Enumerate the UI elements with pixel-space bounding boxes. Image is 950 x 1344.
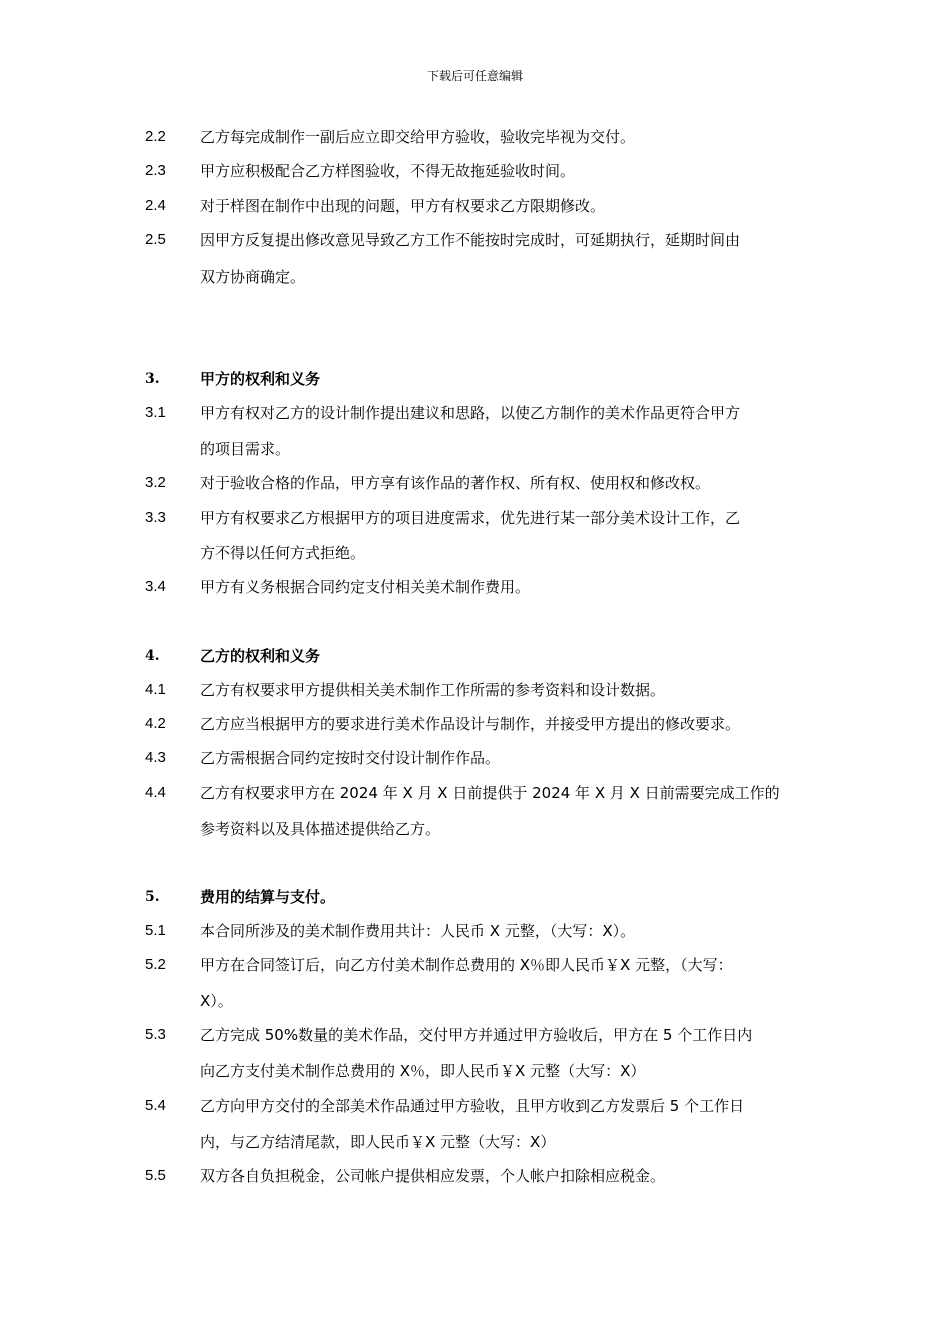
clause-text-5-5: 双方各自负担税金，公司帐户提供相应发票，个人帐户扣除相应税金。 (200, 1167, 666, 1185)
section-number-4: 4. (145, 648, 160, 664)
clause-number-5-1: 5.1 (145, 922, 166, 939)
section-number-5: 5. (145, 889, 160, 905)
clause-text-3-2: 对于验收合格的作品，甲方享有该作品的著作权、所有权、使用权和修改权。 (200, 474, 711, 492)
clause-text-3-1-line1: 甲方有权对乙方的设计制作提出建议和思路，以使乙方制作的美术作品更符合甲方 (200, 404, 741, 422)
clause-number-4-3: 4.3 (145, 749, 166, 766)
clause-text-2-5-line2: 双方协商确定。 (200, 268, 306, 286)
clause-text-5-2-line2: X）。 (200, 992, 233, 1010)
clause-number-4-1: 4.1 (145, 681, 166, 698)
clause-text-2-3: 甲方应积极配合乙方样图验收，不得无故拖延验收时间。 (200, 162, 576, 180)
clause-text-5-1: 本合同所涉及的美术制作费用共计：人民币 X 元整，（大写：X）。 (200, 922, 636, 940)
clause-number-4-4: 4.4 (145, 784, 166, 801)
clause-number-5-3: 5.3 (145, 1026, 166, 1043)
clause-text-4-1: 乙方有权要求甲方提供相关美术制作工作所需的参考资料和设计数据。 (200, 681, 666, 699)
clause-text-3-3-line2: 方不得以任何方式拒绝。 (200, 544, 366, 562)
clause-number-5-2: 5.2 (145, 956, 166, 973)
clause-text-3-1-line2: 的项目需求。 (200, 440, 291, 458)
clause-number-2-2: 2.2 (145, 128, 166, 145)
page-header: 下载后可任意编辑 (426, 69, 523, 83)
clause-text-4-4-line2: 参考资料以及具体描述提供给乙方。 (200, 820, 441, 838)
clause-number-2-5: 2.5 (145, 231, 166, 248)
clause-text-2-4: 对于样图在制作中出现的问题，甲方有权要求乙方限期修改。 (200, 197, 606, 215)
clause-text-4-4-line1: 乙方有权要求甲方在 2024 年 X 月 X 日前提供于 2024 年 X 月 X 日前需要完成工作的 (200, 784, 780, 802)
clause-number-4-2: 4.2 (145, 715, 166, 732)
section-title-5: 费用的结算与支付。 (200, 888, 336, 906)
clause-text-5-3-line2: 向乙方支付美术制作总费用的 X％，即人民币￥X 元整（大写：X） (200, 1062, 646, 1080)
clause-number-3-2: 3.2 (145, 474, 166, 491)
clause-text-3-4: 甲方有义务根据合同约定支付相关美术制作费用。 (200, 578, 531, 596)
section-number-3: 3. (145, 371, 160, 387)
clause-number-3-3: 3.3 (145, 509, 166, 526)
clause-text-2-2: 乙方每完成制作一副后应立即交给甲方验收，验收完毕视为交付。 (200, 128, 636, 146)
clause-text-4-3: 乙方需根据合同约定按时交付设计制作作品。 (200, 749, 501, 767)
clause-text-5-2-line1: 甲方在合同签订后，向乙方付美术制作总费用的 X％即人民币￥X 元整，（大写： (200, 956, 733, 974)
section-title-3: 甲方的权利和义务 (200, 370, 321, 388)
clause-text-3-3-line1: 甲方有权要求乙方根据甲方的项目进度需求，优先进行某一部分美术设计工作，乙 (200, 509, 741, 527)
clause-text-4-2: 乙方应当根据甲方的要求进行美术作品设计与制作，并接受甲方提出的修改要求。 (200, 715, 741, 733)
clause-number-5-5: 5.5 (145, 1167, 166, 1184)
clause-number-5-4: 5.4 (145, 1097, 166, 1114)
clause-text-5-4-line1: 乙方向甲方交付的全部美术作品通过甲方验收，且甲方收到乙方发票后 5 个工作日 (200, 1097, 745, 1115)
clause-text-5-4-line2: 内，与乙方结清尾款，即人民币￥X 元整（大写：X） (200, 1133, 556, 1151)
clause-text-2-5-line1: 因甲方反复提出修改意见导致乙方工作不能按时完成时，可延期执行，延期时间由 (200, 231, 741, 249)
clause-number-2-4: 2.4 (145, 197, 166, 214)
clause-number-2-3: 2.3 (145, 162, 166, 179)
clause-number-3-4: 3.4 (145, 578, 166, 595)
section-title-4: 乙方的权利和义务 (200, 647, 321, 665)
clause-text-5-3-line1: 乙方完成 50%数量的美术作品，交付甲方并通过甲方验收后，甲方在 5 个工作日内 (200, 1026, 753, 1044)
clause-number-3-1: 3.1 (145, 404, 166, 421)
